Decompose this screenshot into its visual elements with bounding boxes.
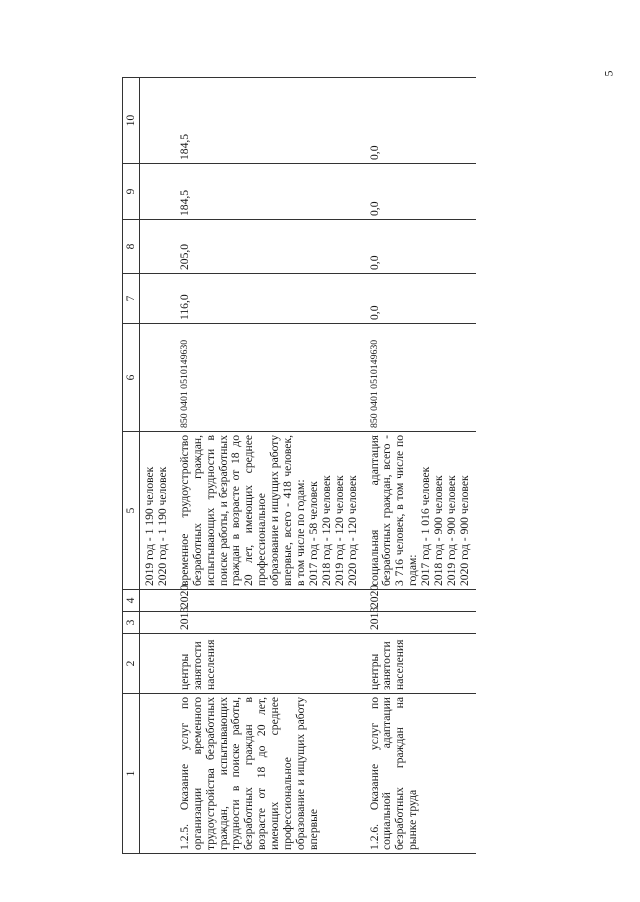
rotated-table-area [122,78,622,854]
cell-value-9: 0,0 [364,164,476,220]
cell-kbk: 850 0401 0510149630 [174,324,364,432]
result-line: 2019 год - 900 человек [444,475,458,586]
cell-executor [140,634,175,694]
table-row [364,78,476,854]
cell-activity: 1.2.5. Оказание услуг по организации временного трудоустройства безработных граждан, испытывающих трудности в поиске работы, безработных граждан в возрасте от 18 до 20 лет, имеющих среднее профессиональное образование и ищущих работу впервые [174,694,364,854]
result-line: 2017 год - 58 человек [306,481,320,586]
header-cell: 7 [123,274,140,324]
cell-kbk [140,324,175,432]
cell-result [140,432,175,590]
result-line: 2018 год - 900 человек [432,475,446,586]
header-cell: 6 [123,324,140,432]
cell-kbk: 850 0401 0510149630 [364,324,476,432]
cell-end-year: 2020 [174,590,364,612]
cell-value-7 [140,274,175,324]
result-line: 2017 год - 1 016 человек [419,466,433,586]
header-cell: 10 [123,78,140,164]
result-line: 2020 год - 900 человек [457,475,471,586]
cell-activity: 1.2.6. Оказание услуг по социальной адаптации безработных граждан на рынке труда [364,694,476,854]
header-row [123,78,140,854]
header-cell: 4 [123,590,140,612]
cell-activity [140,694,175,854]
cell-value-9: 184,5 [174,164,364,220]
cell-executor: центры занятости населения [174,634,364,694]
cell-value-8: 0,0 [364,220,476,274]
result-line: 2018 год - 120 человек [319,475,333,586]
header-cell: 3 [123,612,140,634]
cell-value-8 [140,220,175,274]
result-text: социальная адаптация безработных граждан, всего - 3 716 человек, в том числе по годам: [367,435,420,586]
result-line: 2020 год - 1 190 человек [155,466,169,586]
cell-value-8: 205,0 [174,220,364,274]
cell-value-10: 0,0 [364,78,476,164]
cell-value-10 [140,78,175,164]
header-cell: 1 [123,694,140,854]
cell-end-year [140,590,175,612]
cell-start-year: 2013 [364,612,476,634]
table-row [140,78,175,854]
result-line: 2019 год - 120 человек [332,475,346,586]
result-text: временное трудоустройство безработных граждан, испытывающих трудности в поиске работы, и безработных граждан в возрасте от 18 до 20 лет, имеющих среднее профессиональное образование и ищущих работу впервые, всего - 418 человек, в том числе по годам: [177,435,307,586]
result-line: 2019 год - 1 190 человек [143,466,156,586]
page-number: 5 [601,70,616,77]
header-cell: 2 [123,634,140,694]
program-table [122,77,476,854]
cell-result [174,432,364,590]
cell-end-year: 2020 [364,590,476,612]
header-cell: 9 [123,164,140,220]
header-cell: 8 [123,220,140,274]
cell-value-9 [140,164,175,220]
cell-result [364,432,476,590]
cell-value-7: 0,0 [364,274,476,324]
cell-value-7: 116,0 [174,274,364,324]
cell-executor: центры занятости населения [364,634,476,694]
cell-value-10: 184,5 [174,78,364,164]
result-line: 2020 год - 120 человек [345,475,359,586]
table-row [174,78,364,854]
header-cell: 5 [123,432,140,590]
cell-start-year: 2013 [174,612,364,634]
cell-start-year [140,612,175,634]
